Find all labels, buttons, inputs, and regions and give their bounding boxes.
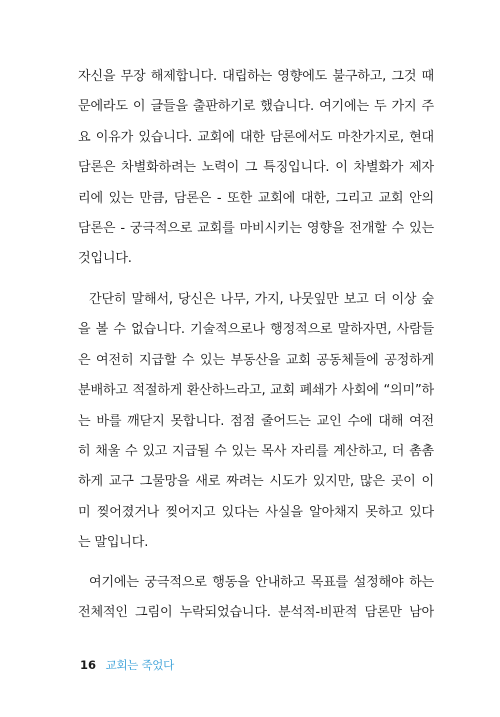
text-line: 자신을 무장 해제합니다. 대립하는 영향에도 불구하고, 그것 때 bbox=[78, 69, 434, 84]
text-line: 것입니다. bbox=[78, 251, 132, 267]
paragraph bbox=[78, 62, 434, 275]
text-line: 히 채울 수 있고 지급될 수 있는 목사 자리를 계산하고, 더 촘촘 bbox=[78, 443, 434, 459]
text-line: 간단히 말해서, 당신은 나무, 가지, 나뭇잎만 보고 더 이상 숲 bbox=[89, 292, 434, 307]
page-footer bbox=[80, 656, 174, 674]
text-line: 분배하고 적절하게 환산하느라고, 교회 폐쇄가 사회에 “의미”하 bbox=[78, 383, 434, 399]
paragraph bbox=[78, 285, 434, 559]
text-line: 전체적인 그림이 누락되었습니다. 분석적-비판적 담론만 남아 bbox=[78, 605, 434, 621]
text-line: 담론은 - 궁극적으로 교회를 마비시키는 영향을 전개할 수 있는 bbox=[78, 220, 434, 236]
text-line: 는 바를 깨닫지 못합니다. 점점 줄어드는 교인 수에 대해 여전 bbox=[78, 413, 434, 429]
text-line: 요 이유가 있습니다. 교회에 대한 담론에서도 마찬가지로, 현대 bbox=[78, 129, 434, 145]
text-line: 담론은 차별화하려는 노력이 그 특징입니다. 이 차별화가 제자 bbox=[78, 160, 434, 176]
paragraph bbox=[78, 568, 434, 629]
text-line: 은 여전히 지급할 수 있는 부동산을 교회 공동체들에 공정하게 bbox=[78, 352, 434, 368]
text-line: 문에라도 이 글들을 출판하기로 했습니다. 여기에는 두 가지 주 bbox=[78, 99, 434, 115]
text-line: 을 볼 수 없습니다. 기술적으로나 행정적으로 말하자면, 사람들 bbox=[78, 322, 434, 338]
text-line: 미 찢어졌거나 찢어지고 있다는 사실을 알아채지 못하고 있다 bbox=[78, 504, 434, 520]
text-line: 여기에는 궁극적으로 행동을 안내하고 목표를 설정해야 하는 bbox=[89, 575, 434, 590]
text-line: 하게 교구 그물망을 새로 짜려는 시도가 있지만, 많은 곳이 이 bbox=[78, 474, 434, 490]
running-title: 교회는 죽었다 bbox=[105, 658, 174, 672]
text-line: 는 말입니다. bbox=[78, 535, 149, 551]
page-number: 16 bbox=[80, 658, 97, 672]
text-line: 리에 있는 만큼, 담론은 - 또한 교회에 대한, 그리고 교회 안의 bbox=[78, 190, 434, 206]
